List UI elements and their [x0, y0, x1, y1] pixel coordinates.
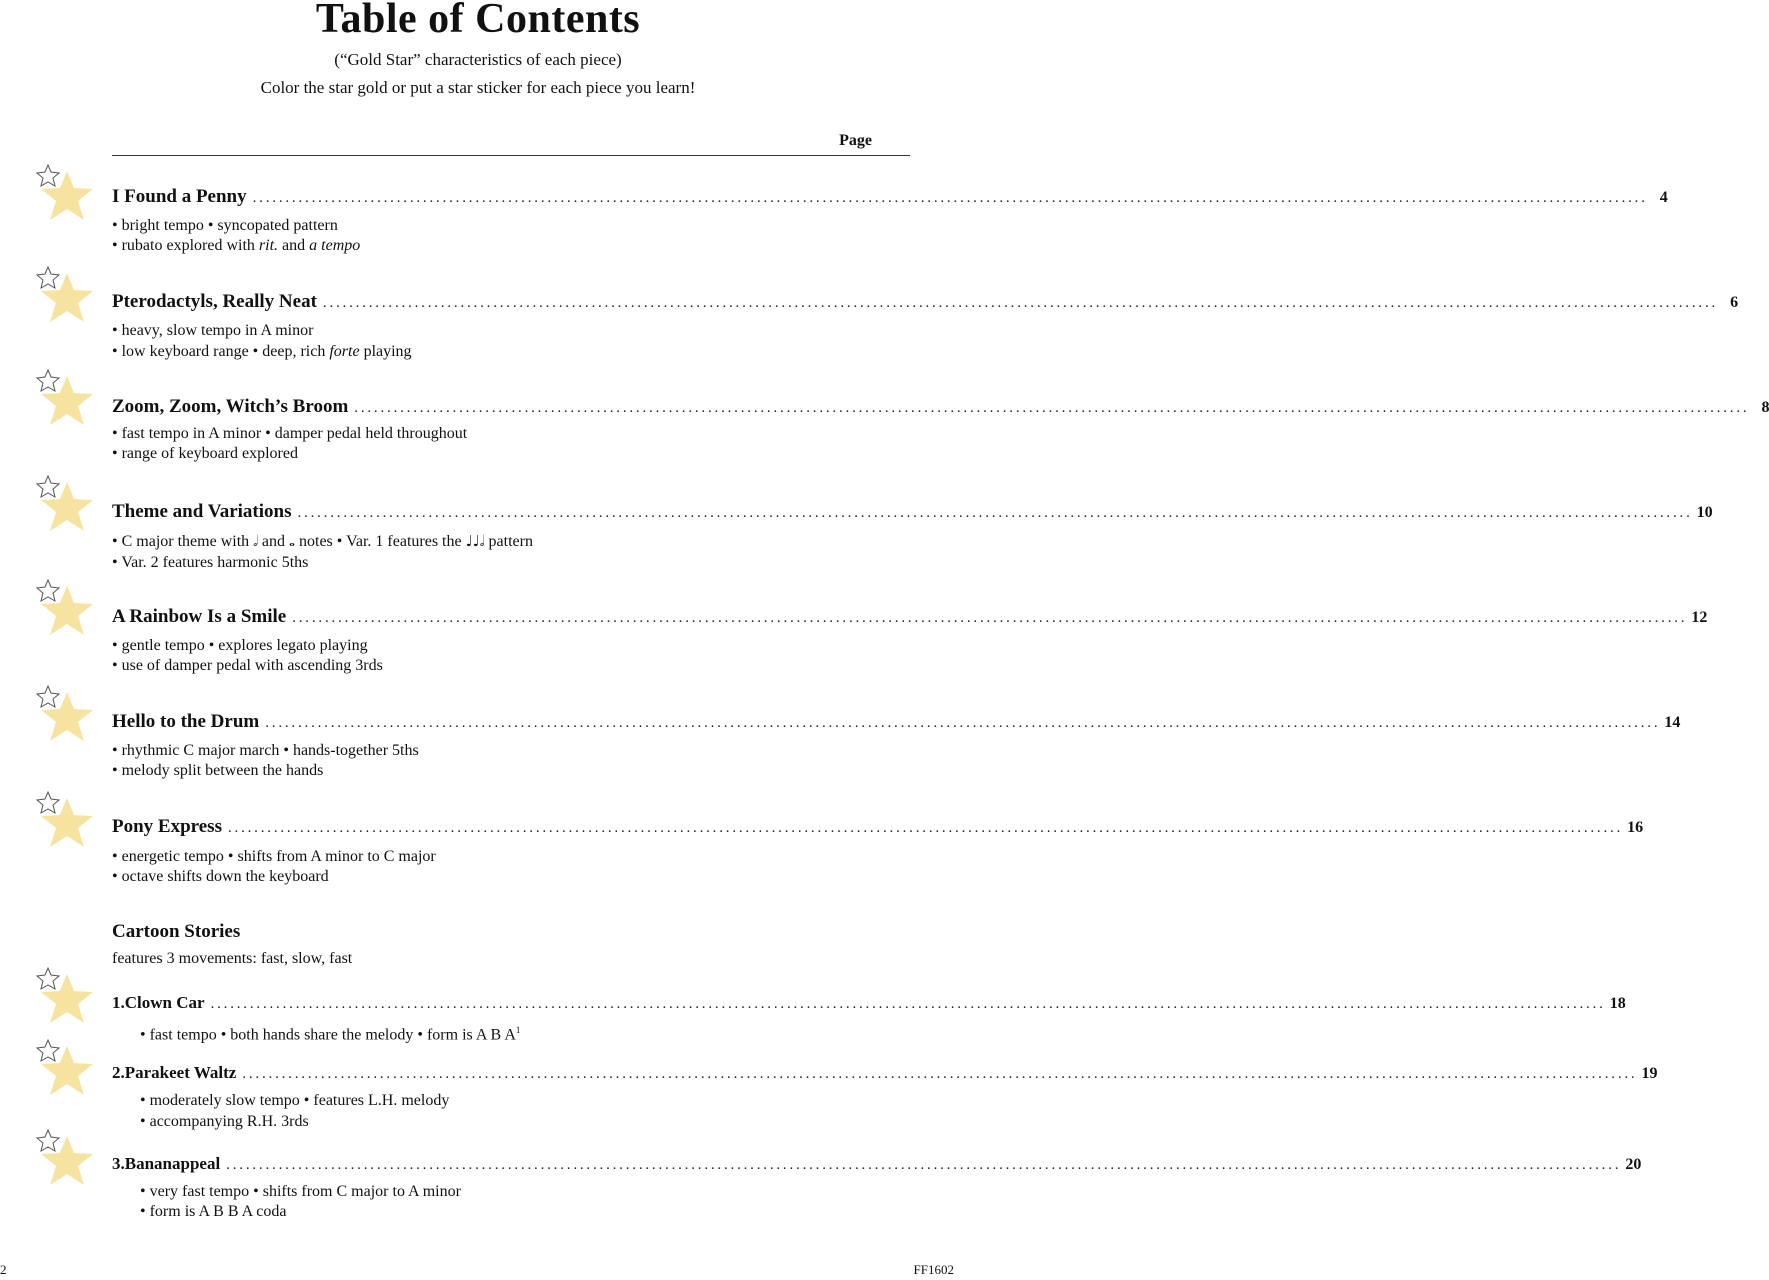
header-rule: [112, 155, 910, 156]
feature-line: • heavy, slow tempo in A minor: [112, 322, 314, 339]
page-number: 19: [1641, 1065, 1658, 1082]
page-number: 14: [1664, 714, 1681, 731]
page-number: 4: [1659, 189, 1668, 206]
leader-dots: .....................................................................................................................................................................................................................: [265, 715, 1661, 731]
star-icon[interactable]: [34, 1038, 96, 1100]
movement-number: 3.: [112, 1154, 125, 1173]
entry-title: Pterodactyls, Really Neat: [112, 291, 317, 312]
leader-dots: .....................................................................................................................................................................................................................: [210, 996, 1606, 1012]
leader-dots: .....................................................................................................................................................................................................................: [252, 190, 1648, 206]
leader-dots: .....................................................................................................................................................................................................................: [297, 505, 1693, 521]
feature-line: • rubato explored with rit. and a tempo: [112, 237, 361, 254]
star-icon[interactable]: [34, 265, 96, 327]
feature-line: • moderately slow tempo • features L.H. melody: [140, 1092, 450, 1109]
page-number: 8: [1761, 399, 1769, 416]
star-icon[interactable]: [34, 684, 96, 746]
star-icon[interactable]: [34, 1128, 96, 1190]
movement-number: 1.: [112, 993, 125, 1012]
leader-dots: .....................................................................................................................................................................................................................: [242, 1066, 1638, 1082]
entry-title: Theme and Variations: [112, 501, 292, 522]
feature-line: • accompanying R.H. 3rds: [140, 1113, 309, 1130]
movement-title: Parakeet Waltz: [124, 1063, 237, 1082]
entry-title: Hello to the Drum: [112, 711, 260, 732]
entry-title: A Rainbow Is a Smile: [112, 606, 287, 627]
page-number: 18: [1609, 995, 1626, 1012]
subtitle: (“Gold Star” characteristics of each piece): [334, 50, 622, 69]
entry-title: Pony Express: [112, 816, 222, 837]
leader-dots: .....................................................................................................................................................................................................................: [292, 610, 1688, 626]
feature-line: • C major theme with 𝅗𝅥 and 𝅝 notes • Var. 1 features the ♩♩𝅗𝅥 pattern: [112, 532, 533, 550]
leader-dots: .....................................................................................................................................................................................................................: [354, 400, 1750, 416]
entry-title: I Found a Penny: [112, 186, 247, 207]
feature-line: • energetic tempo • shifts from A minor to C major: [112, 848, 436, 865]
star-icon[interactable]: [34, 163, 96, 225]
page-title: Table of Contents: [315, 0, 641, 42]
leader-dots: .....................................................................................................................................................................................................................: [226, 1157, 1622, 1173]
feature-line: • Var. 2 features harmonic 5ths: [112, 554, 309, 571]
page-number: 20: [1625, 1156, 1642, 1173]
star-icon[interactable]: [34, 368, 96, 430]
feature-line: • melody split between the hands: [112, 762, 324, 779]
page-number: 6: [1730, 294, 1739, 311]
page-number: 12: [1691, 609, 1708, 626]
leader-dots: .....................................................................................................................................................................................................................: [227, 820, 1624, 836]
feature-line: • octave shifts down the keyboard: [112, 868, 329, 885]
star-icon[interactable]: [34, 578, 96, 640]
rhythm-pattern-icon: ♩♩𝅗𝅥: [465, 532, 485, 550]
feature-line: • bright tempo • syncopated pattern: [112, 217, 338, 234]
half-note-icon: 𝅗𝅥: [253, 532, 258, 550]
catalog-code: FF1602: [913, 1262, 954, 1277]
feature-line: • form is A B B A coda: [140, 1203, 287, 1220]
movement-title: Clown Car: [124, 993, 205, 1012]
feature-line: • fast tempo in A minor • damper pedal held throughout: [112, 425, 468, 442]
feature-line: • range of keyboard explored: [112, 445, 298, 462]
feature-line: • fast tempo • both hands share the melody • form is A B $A^1$: [140, 1025, 521, 1044]
movement-number: 2.: [112, 1063, 125, 1082]
whole-note-icon: 𝅝: [289, 532, 295, 550]
page-column-label: Page: [839, 132, 872, 149]
star-icon[interactable]: [34, 966, 96, 1028]
section-note: features 3 movements: fast, slow, fast: [112, 950, 353, 967]
movement-title: Bananappeal: [124, 1154, 221, 1173]
feature-line: • very fast tempo • shifts from C major to A minor: [140, 1183, 461, 1200]
feature-line: • use of damper pedal with ascending 3rds: [112, 657, 383, 674]
star-icon[interactable]: [34, 790, 96, 852]
page-folio: 2: [0, 1262, 7, 1277]
leader-dots: .....................................................................................................................................................................................................................: [322, 295, 1719, 311]
feature-line: • low keyboard range • deep, rich forte playing: [112, 343, 412, 360]
section-title: Cartoon Stories: [112, 921, 241, 942]
star-icon[interactable]: [34, 474, 96, 536]
feature-line: • rhythmic C major march • hands-together 5ths: [112, 742, 419, 759]
feature-line: • gentle tempo • explores legato playing: [112, 637, 368, 654]
page-number: 16: [1627, 819, 1644, 836]
page-number: 10: [1696, 504, 1713, 521]
entry-title: Zoom, Zoom, Witch’s Broom: [112, 396, 349, 417]
instruction: Color the star gold or put a star sticker for each piece you learn!: [260, 78, 696, 97]
